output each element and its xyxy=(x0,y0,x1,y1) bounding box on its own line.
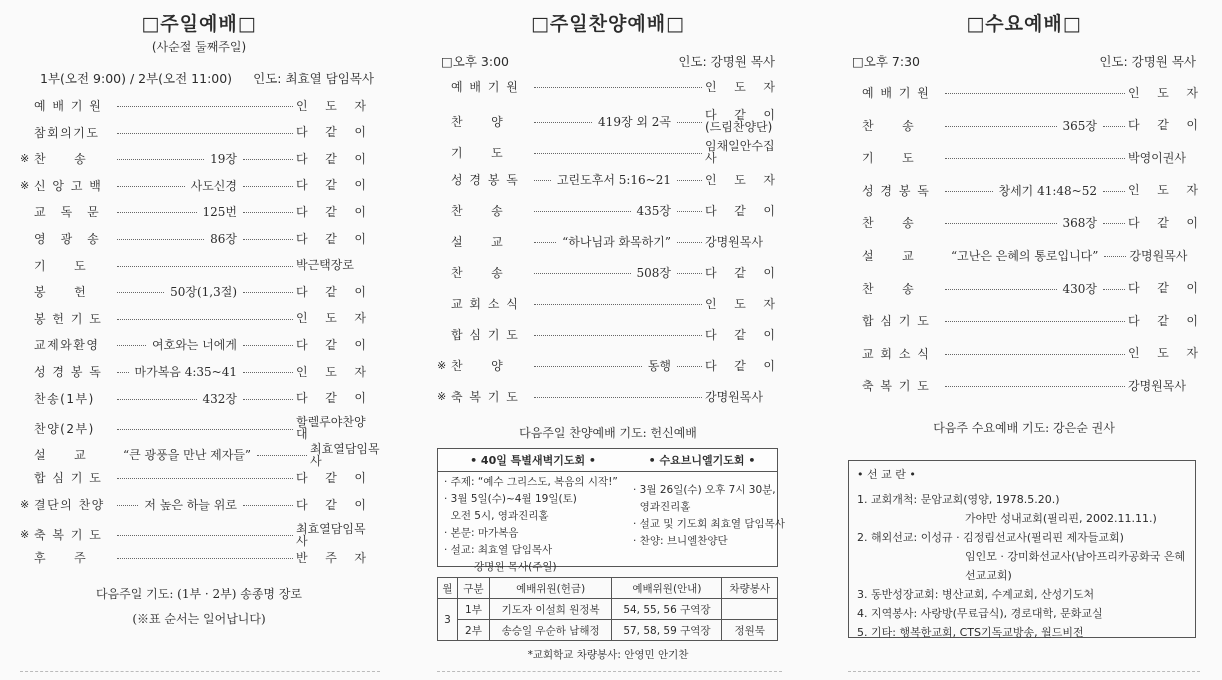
list-item xyxy=(20,336,366,353)
box-line: 강명원 목사(주일) xyxy=(444,561,557,573)
box-line: 영과진리홀 xyxy=(633,501,691,513)
order-detail: “하나님과 화목하기” xyxy=(562,235,671,249)
divider xyxy=(437,671,782,672)
order-label: 교 회 소 식 xyxy=(862,346,931,361)
list-item xyxy=(437,295,775,312)
box-line: · 설교 및 기도회 최효열 담임목사 xyxy=(633,518,785,530)
leader-dots xyxy=(117,558,293,559)
leader-dots xyxy=(117,106,293,107)
order-label: 신 앙 고 백 xyxy=(34,178,103,193)
missions-box xyxy=(848,460,1196,638)
table-row xyxy=(438,599,778,620)
missions-list xyxy=(857,490,1187,642)
order-responsible: 다 같 이 xyxy=(296,151,366,166)
order-responsible: 강명원목사 xyxy=(1129,248,1188,263)
leader-dots xyxy=(945,321,1125,322)
leader-dots xyxy=(677,273,702,274)
list-item xyxy=(437,264,775,281)
order-detail: 86장 xyxy=(210,232,237,246)
mission-item-sub: 가야만 성내교회(필리핀, 2002.11.11.) xyxy=(965,512,1157,525)
leader-dots xyxy=(117,266,293,267)
sunday-stand-note: (※표 순서는 일어납니다) xyxy=(132,612,266,626)
box-line: · 본문: 마가복음 xyxy=(444,527,519,539)
list-item xyxy=(20,549,366,566)
schedule-header-cell: 예배위원(안내) xyxy=(612,578,722,599)
list-item xyxy=(848,312,1198,329)
order-label: 성 경 봉 독 xyxy=(451,173,520,187)
order-label: 찬 송 xyxy=(34,152,88,167)
list-item xyxy=(20,310,366,327)
order-label: 교제와환영 xyxy=(34,338,100,353)
order-label: 후 주 xyxy=(34,551,88,566)
praise-time: □오후 3:00 xyxy=(441,54,510,69)
order-responsible: 다 같 이 xyxy=(296,497,366,512)
box-line: · 3월 5일(수)~4월 19일(토) xyxy=(444,493,577,505)
order-label: 기 도 xyxy=(451,145,505,160)
list-item xyxy=(20,124,366,141)
order-detail: 430장 xyxy=(1062,281,1097,296)
leader-dots xyxy=(534,87,702,88)
sunday-subtitle: (사순절 둘째주일) xyxy=(151,40,247,54)
leader-dots xyxy=(243,292,293,293)
order-responsible: 인 도 자 xyxy=(1128,85,1198,100)
order-label: 성 경 봉 독 xyxy=(862,183,931,198)
order-detail: “큰 광풍을 만난 제자들” xyxy=(123,448,252,463)
order-detail: 마가복음 4:35~41 xyxy=(134,365,237,379)
leader-dots xyxy=(945,158,1125,159)
schedule-cell: 54, 55, 56 구역장 xyxy=(612,599,722,620)
schedule-cell: 송승일 우순하 남해정 xyxy=(489,620,612,641)
schedule-cell xyxy=(722,599,778,620)
list-item xyxy=(437,202,775,219)
order-detail: 사도신경 xyxy=(190,178,237,193)
order-responsible: 다 같 이 xyxy=(705,327,775,342)
list-item xyxy=(20,203,366,220)
order-label: 예 배 기 원 xyxy=(451,80,520,94)
leader-dots xyxy=(945,126,1057,127)
order-detail: 368장 xyxy=(1062,216,1097,231)
order-label: 찬 송 xyxy=(451,204,505,218)
order-label: 교 회 소 식 xyxy=(451,297,520,311)
order-label: 설 교 xyxy=(34,448,88,463)
order-detail: 419장 외 2곡 xyxy=(598,114,671,129)
order-responsible: 다 같 이 xyxy=(296,231,366,246)
leader-dots xyxy=(243,505,293,506)
leader-dots xyxy=(243,186,293,187)
order-responsible: 인 도 자 xyxy=(1128,346,1198,361)
leader-dots xyxy=(243,399,293,400)
order-label: 봉 헌 xyxy=(34,285,88,300)
sunday-worship-column xyxy=(20,0,378,680)
order-responsible: 다 같 이 xyxy=(296,178,366,193)
leader-dots xyxy=(1103,289,1125,290)
order-responsible: 다 같 이 xyxy=(1128,118,1198,133)
order-responsible: 강명원목사 xyxy=(705,389,763,404)
list-item xyxy=(20,97,366,114)
order-responsible: 임채일안수집사 xyxy=(705,139,775,165)
order-responsible: 인 도 자 xyxy=(296,98,366,113)
order-label: 합 심 기 도 xyxy=(451,328,520,342)
leader-dots xyxy=(117,186,185,187)
leader-dots xyxy=(945,289,1057,290)
order-responsible: 다 같 이 xyxy=(1128,215,1198,230)
stand-mark: ※ xyxy=(20,528,30,542)
order-label: 합 심 기 도 xyxy=(34,471,103,486)
mission-item: 5. 기타: 행복한교회, CTS기독교방송, 월드비전 xyxy=(857,626,1084,639)
sunday-header xyxy=(20,69,378,87)
list-item xyxy=(848,377,1198,394)
order-responsible: 다 같 이 xyxy=(296,391,366,406)
box-line: · 찬양: 브니엘찬양단 xyxy=(633,535,728,547)
order-label: 예 배 기 원 xyxy=(862,86,931,100)
wednesday-header xyxy=(848,52,1200,70)
list-item xyxy=(20,390,366,407)
leader-dots xyxy=(677,242,702,243)
leader-dots xyxy=(677,211,702,212)
list-item xyxy=(20,441,380,468)
sunday-leader: 인도: 최효열 담임목사 xyxy=(253,71,374,86)
leader-dots xyxy=(534,180,551,181)
mission-item: 3. 동반성장교회: 병산교회, 수계교회, 산성기도처 xyxy=(857,588,1095,601)
order-label: 찬양(2부) xyxy=(34,421,95,436)
order-detail: 125번 xyxy=(202,205,237,220)
schedule-header-cell: 예배위원(헌금) xyxy=(489,578,612,599)
list-item xyxy=(20,496,366,513)
order-responsible: 박영이권사 xyxy=(1128,150,1186,165)
list-item xyxy=(437,140,775,164)
schedule-cell: 기도자 이설희 원정복 xyxy=(489,599,612,620)
order-responsible: 강명원목사 xyxy=(1128,378,1186,393)
leader-dots xyxy=(534,304,702,305)
order-responsible: 다 같 이 xyxy=(296,125,366,140)
list-item xyxy=(20,469,366,486)
praise-next-prayer: 다음주일 찬양예배 기도: 헌신예배 xyxy=(519,426,697,440)
leader-dots xyxy=(534,211,631,212)
order-detail: 365장 xyxy=(1062,118,1097,133)
leader-dots xyxy=(257,455,307,456)
order-label: 성 경 봉 독 xyxy=(34,365,103,379)
order-responsible: 인 도 자 xyxy=(705,79,775,94)
divider xyxy=(20,671,380,672)
schedule-cell: 57, 58, 59 구역장 xyxy=(612,620,722,641)
order-label: 찬 송 xyxy=(862,281,916,296)
stand-mark: ※ xyxy=(20,498,30,511)
leader-dots xyxy=(945,223,1057,224)
order-label: 찬송(1부) xyxy=(34,391,95,406)
list-item xyxy=(20,177,366,194)
order-responsible: 박근택장로 xyxy=(296,258,354,273)
leader-dots xyxy=(117,372,129,373)
leader-dots xyxy=(117,212,197,213)
order-responsible: 다 같 이 (드림찬양단) xyxy=(705,108,775,134)
order-responsible: 다 같 이 xyxy=(705,203,775,218)
leader-dots xyxy=(117,478,293,479)
missions-title: • 선 교 란 • xyxy=(857,468,916,481)
leader-dots xyxy=(1103,126,1125,127)
list-item xyxy=(20,283,366,300)
order-label: 찬 양 xyxy=(451,114,505,129)
order-responsible: 다 같 이 xyxy=(705,358,775,373)
order-detail: 435장 xyxy=(636,204,671,218)
order-responsible: 다 같 이 xyxy=(1128,313,1198,328)
leader-dots xyxy=(243,159,293,160)
list-item xyxy=(20,523,366,547)
order-responsible: 다 같 이 xyxy=(705,265,775,280)
mission-item: 2. 해외선교: 이성규 · 김정림선교사(필리핀 제자들교회) xyxy=(857,531,1124,544)
list-item xyxy=(848,117,1198,134)
leader-dots xyxy=(117,133,293,134)
order-detail: 508장 xyxy=(636,266,671,280)
list-item xyxy=(437,233,775,250)
schedule-cell: 1부 xyxy=(458,599,490,620)
leader-dots xyxy=(117,429,293,430)
stand-mark: ※ xyxy=(437,359,447,372)
mission-item-sub: 임인모 · 강미화선교사(남아프리카공화국 은혜선교교회) xyxy=(965,550,1186,582)
list-item xyxy=(20,416,366,440)
dawn-prayer-title: • 40일 특별새벽기도회 • xyxy=(438,449,628,472)
box-line: · 설교: 최효열 담임목사 xyxy=(444,544,553,556)
wednesday-next-prayer: 다음주 수요예배 기도: 강은순 권사 xyxy=(933,421,1115,435)
table-row xyxy=(438,620,778,641)
box-line: · 주제: “예수 그리스도, 복음의 시작!” xyxy=(444,476,618,488)
order-responsible: 인 도 자 xyxy=(705,172,775,187)
leader-dots xyxy=(117,345,146,346)
list-item xyxy=(20,230,366,247)
order-label: 찬 송 xyxy=(451,266,505,280)
leader-dots xyxy=(945,93,1125,94)
order-label: 기 도 xyxy=(34,258,88,273)
leader-dots xyxy=(243,212,293,213)
leader-dots xyxy=(1103,223,1125,224)
dawn-prayer-details xyxy=(438,472,628,576)
order-label: 합 심 기 도 xyxy=(862,314,931,329)
order-responsible: 인 도 자 xyxy=(1128,183,1198,198)
praise-worship-column xyxy=(437,0,785,680)
order-label: 결단의 찬양 xyxy=(34,498,105,512)
order-responsible: 인 도 자 xyxy=(705,296,775,311)
list-item xyxy=(848,280,1198,297)
wednesday-worship-column xyxy=(848,0,1200,680)
list-item xyxy=(20,257,366,274)
stand-mark: ※ xyxy=(20,178,30,192)
order-responsible: 강명원목사 xyxy=(705,234,763,249)
leader-dots xyxy=(117,292,164,293)
wednesday-prayer-details xyxy=(627,472,785,550)
order-label: 영 광 송 xyxy=(34,232,101,246)
sunday-next-prayer: 다음주일 기도: (1부 · 2부) 송종명 장로 xyxy=(95,587,303,601)
leader-dots xyxy=(1104,256,1126,257)
order-responsible: 최효열담임목사 xyxy=(310,441,380,468)
leader-dots xyxy=(534,242,556,243)
order-label: 교 독 문 xyxy=(34,205,101,220)
list-item xyxy=(437,78,775,95)
order-label: 설 교 xyxy=(451,235,505,249)
leader-dots xyxy=(117,239,204,240)
order-label: 찬 양 xyxy=(451,359,505,373)
order-responsible: 할렐루야찬양대 xyxy=(296,415,366,442)
order-label: 축 복 기 도 xyxy=(451,390,520,404)
list-item xyxy=(848,149,1198,166)
list-item xyxy=(437,357,775,374)
order-detail: 고린도후서 5:16~21 xyxy=(556,173,671,187)
order-detail: 19장 xyxy=(210,152,237,167)
sunday-title: □주일예배□ xyxy=(141,13,257,35)
box-line: · 3월 26일(수) 오후 7시 30분, xyxy=(633,484,776,496)
schedule-header-row xyxy=(438,578,778,599)
sunday-time: 1부(오전 9:00) / 2부(오전 11:00) xyxy=(40,71,233,86)
wednesday-leader: 인도: 강명원 목사 xyxy=(1099,54,1196,69)
list-item xyxy=(848,247,1198,264)
schedule-header-cell: 구분 xyxy=(458,578,490,599)
order-responsible: 다 같 이 xyxy=(296,284,366,299)
leader-dots xyxy=(945,386,1125,387)
list-item xyxy=(437,326,775,343)
stand-mark: ※ xyxy=(437,390,447,403)
order-responsible: 다 같 이 xyxy=(1128,281,1198,296)
leader-dots xyxy=(243,372,293,373)
wednesday-prayer-title: • 수요브니엘기도회 • xyxy=(627,449,777,472)
leader-dots xyxy=(534,335,702,336)
order-label: 찬 송 xyxy=(862,118,916,133)
order-responsible: 반 주 자 xyxy=(296,550,366,565)
order-detail: 동행 xyxy=(647,359,671,373)
order-detail: 50장(1,3절) xyxy=(170,285,237,300)
praise-header xyxy=(437,52,779,70)
order-label: 축 복 기 도 xyxy=(34,528,103,543)
leader-dots xyxy=(243,239,293,240)
leader-dots xyxy=(117,159,204,160)
mission-item: 1. 교회개척: 문암교회(영양, 1978.5.20.) xyxy=(857,493,1060,506)
schedule-header-cell: 월 xyxy=(438,578,458,599)
order-responsible: 다 같 이 xyxy=(296,470,366,485)
leader-dots xyxy=(534,122,592,123)
leader-dots xyxy=(117,505,138,506)
leader-dots xyxy=(117,535,293,536)
leader-dots xyxy=(117,319,293,320)
order-responsible: 인 도 자 xyxy=(296,311,366,326)
order-detail: 432장 xyxy=(202,391,237,406)
list-item xyxy=(848,345,1198,362)
leader-dots xyxy=(534,366,642,367)
order-label: 찬 송 xyxy=(862,216,916,231)
wednesday-prayer-box xyxy=(627,448,785,567)
order-label: 봉 헌 기 도 xyxy=(34,311,103,326)
stand-mark: ※ xyxy=(20,152,30,166)
leader-dots xyxy=(243,345,293,346)
order-detail: 저 높은 하늘 위로 xyxy=(144,498,237,512)
list-item xyxy=(437,109,775,133)
order-label: 참회의기도 xyxy=(34,125,100,140)
dawn-prayer-box xyxy=(437,448,629,573)
leader-dots xyxy=(945,191,993,192)
list-item xyxy=(437,388,775,405)
leader-dots xyxy=(534,273,631,274)
order-responsible: 다 같 이 xyxy=(296,337,366,352)
leader-dots xyxy=(677,180,702,181)
leader-dots xyxy=(945,354,1125,355)
list-item xyxy=(848,214,1198,231)
order-label: 기 도 xyxy=(862,151,916,166)
leader-dots xyxy=(534,397,702,398)
order-label: 예 배 기 원 xyxy=(34,99,103,113)
leader-dots xyxy=(534,153,702,154)
list-item xyxy=(20,150,366,167)
service-schedule-table xyxy=(437,577,778,641)
praise-title: □주일찬양예배□ xyxy=(530,13,686,35)
leader-dots xyxy=(1103,191,1125,192)
schedule-header-cell: 차량봉사 xyxy=(722,578,778,599)
box-line: 오전 5시, 영과진리홀 xyxy=(444,510,549,522)
order-detail: 여호와는 너에게 xyxy=(152,338,237,353)
schedule-cell: 정원묵 xyxy=(722,620,778,641)
leader-dots xyxy=(677,122,702,123)
divider xyxy=(848,671,1200,672)
order-responsible: 인 도 자 xyxy=(296,364,366,379)
order-responsible: 다 같 이 xyxy=(296,204,366,219)
schedule-cell: 2부 xyxy=(458,620,490,641)
order-detail: “고난은 은혜의 통로입니다” xyxy=(951,249,1099,263)
leader-dots xyxy=(117,399,197,400)
order-detail: 창세기 41:48~52 xyxy=(998,183,1097,198)
wednesday-title: □수요예배□ xyxy=(966,13,1082,35)
praise-leader: 인도: 강명원 목사 xyxy=(678,54,775,69)
schedule-month: 3 xyxy=(438,599,458,641)
leader-dots xyxy=(677,366,702,367)
order-responsible: 최효열담임목사 xyxy=(296,521,366,548)
list-item xyxy=(848,84,1198,101)
school-driver-note: *교회학교 차량봉사: 안영민 안기찬 xyxy=(527,649,689,661)
order-label: 축 복 기 도 xyxy=(862,379,931,394)
wednesday-time: □오후 7:30 xyxy=(852,54,921,69)
list-item xyxy=(848,182,1198,199)
order-label: 설 교 xyxy=(862,249,916,263)
mission-item: 4. 지역봉사: 사랑방(무료급식), 경로대학, 문화교실 xyxy=(857,607,1103,620)
list-item xyxy=(437,171,775,188)
list-item xyxy=(20,363,366,380)
